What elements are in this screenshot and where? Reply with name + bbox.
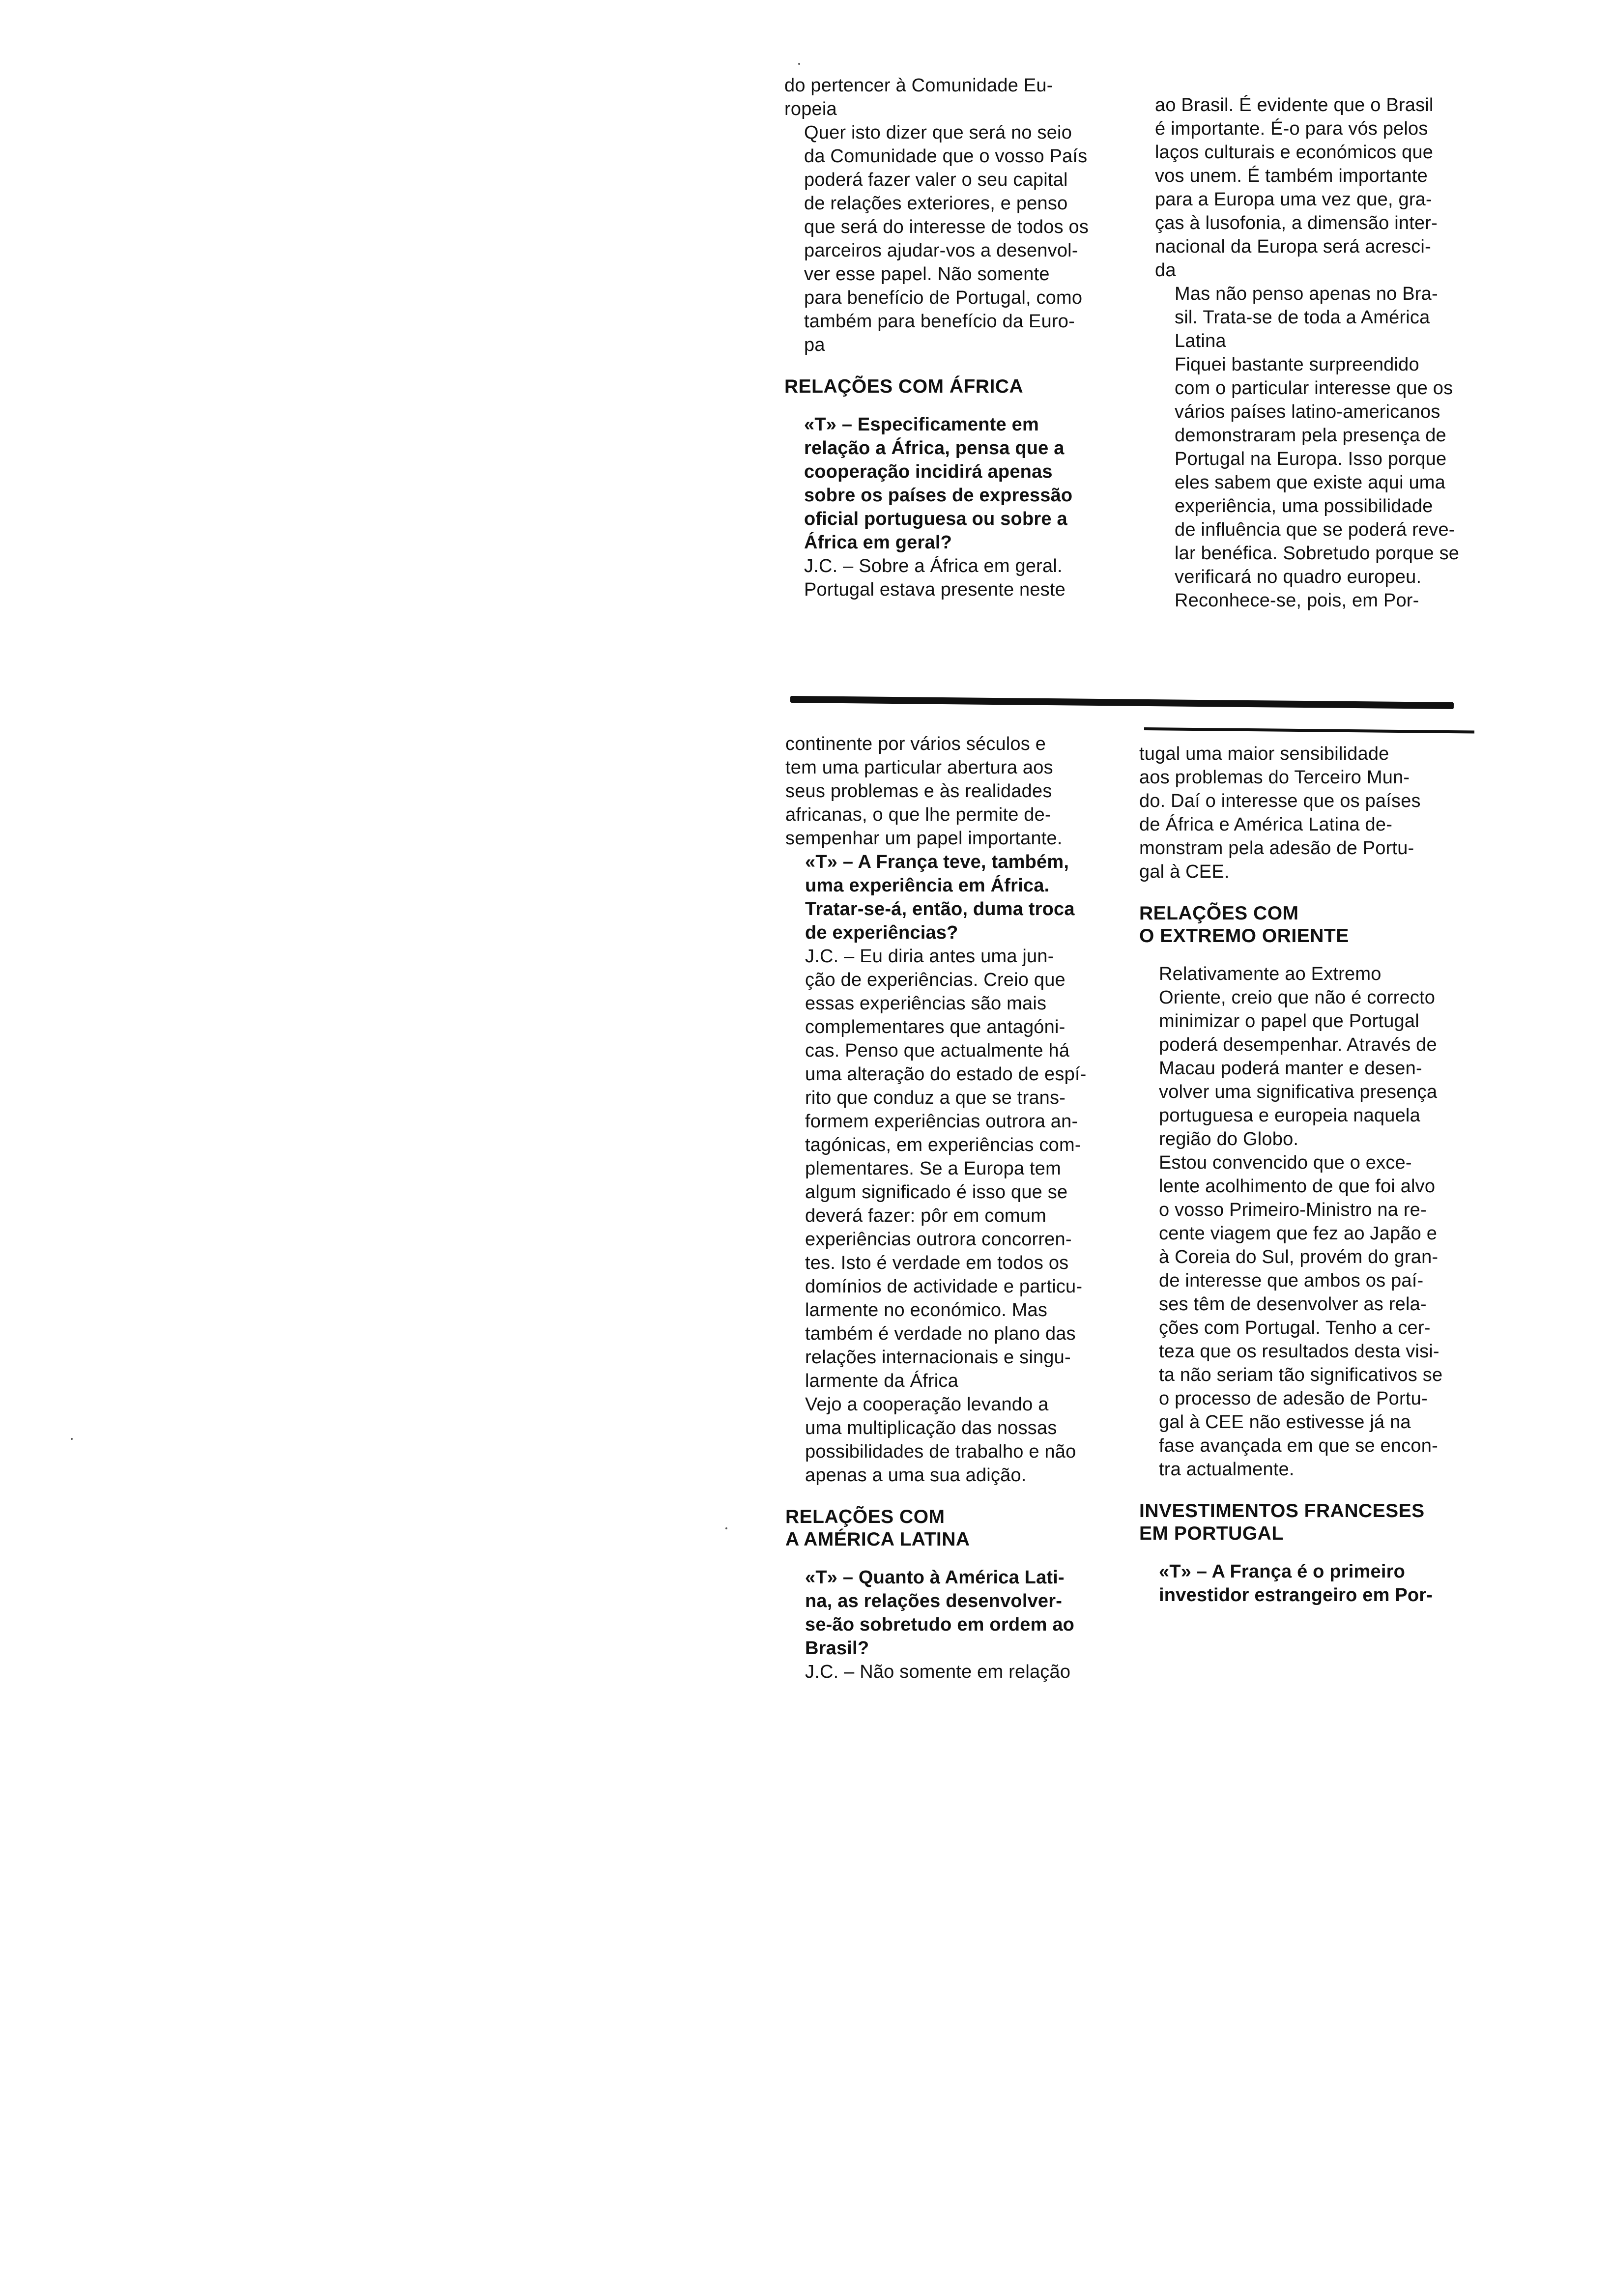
top-left-column	[784, 74, 1123, 602]
top-right-column	[1155, 93, 1479, 612]
paragraph: J.C. – Não somente em relação	[805, 1662, 1071, 1682]
bottom-left-column	[785, 732, 1124, 1684]
paragraph: Relativamente ao Extremo Oriente, creio que não é correcto minimizar o papel que Portugal poderá desempenhar. Através de Macau poderá manter e desen- volver uma significativa presença portuguesa e europeia naquela região do Globo.	[1159, 964, 1438, 1149]
paragraph: do pertencer à Comunidade Eu- ropeia	[784, 75, 1053, 119]
paragraph: J.C. – Eu diria antes uma jun- ção de experiências. Creio que essas experiências são mais complementares que antagóni- cas. Penso que actualmente há uma alteração do estado de espí- rito que conduz a que se trans- formem experiências outrora an- tagónicas, em experiências com- plementares. Se a Europa tem algum significado é isso que se deverá fazer: pôr em comum experiências outrora concorren- tes. Isto é verdade em todos os domínios de actividade e particu- larmente no económico. Mas também é verdade no plano das relações internacionais e singu- larmente da África	[805, 946, 1087, 1391]
scan-speck	[71, 1438, 73, 1440]
paragraph: continente por vários séculos e tem uma particular abertura aos seus problemas e às realidades africanas, o que lhe permite de- sempenhar um papel importante.	[785, 734, 1063, 849]
section-divider-thick	[790, 696, 1454, 709]
paragraph: J.C. – Sobre a África em geral. Portugal estava presente neste	[804, 556, 1066, 600]
interview-question: «T» – A França é o primeiro investidor estrangeiro em Por-	[1159, 1561, 1433, 1606]
section-heading: INVESTIMENTOS FRANCESES EM PORTUGAL	[1139, 1500, 1425, 1544]
scan-speck	[798, 63, 800, 65]
interview-question: «T» – Quanto à América Lati- na, as relações desenvolver- se-ão sobretudo em ordem ao Brasil?	[805, 1567, 1075, 1659]
paragraph: tugal uma maior sensibilidade aos problemas do Terceiro Mun- do. Daí o interesse que os países de África e América Latina de- monstram pela adesão de Portu- gal à CEE.	[1139, 744, 1421, 882]
interview-question: «T» – Especificamente em relação a África, pensa que a cooperação incidirá apenas sobre os países de expressão oficial portuguesa ou sobre a África em geral?	[804, 414, 1073, 553]
paragraph: Fiquei bastante surpreendido com o particular interesse que os vários países latino-americanos demonstraram pela presença de Portugal na Europa. Isso porque eles sabem que existe aqui uma experiência, uma possibilidade de influência que se poderá reve- lar benéfica. Sobretudo porque se verificará no quadro europeu.	[1175, 354, 1460, 587]
scan-speck	[725, 1527, 727, 1529]
section-divider-thin	[1144, 727, 1474, 733]
paragraph: Mas não penso apenas no Bra- sil. Trata-se de toda a América Latina	[1175, 284, 1438, 351]
paragraph: Quer isto dizer que será no seio da Comunidade que o vosso País poderá fazer valer o seu capital de relações exteriores, e penso que será do interesse de todos os parceiros ajudar-vos a desenvol- ver esse papel. Não somente para benefício de Portugal, como também para benefício da Euro- pa	[804, 122, 1089, 355]
bottom-right-column	[1139, 742, 1483, 1607]
section-heading: RELAÇÕES COM ÁFRICA	[784, 376, 1024, 397]
interview-question: «T» – A França teve, também, uma experiência em África. Tratar-se-á, então, duma troca de experiências?	[805, 852, 1075, 943]
paragraph: ao Brasil. É evidente que o Brasil é importante. É-o para vós pelos laços culturais e económicos que vos unem. É também importante para a Europa uma vez que, gra- ças à lusofonia, a dimensão inter- nacional da Europa será acresci- da	[1155, 95, 1438, 281]
paragraph: Estou convencido que o exce- lente acolhimento de que foi alvo o vosso Primeiro-Ministro na re- cente viagem que fez ao Japão e à Coreia do Sul, provém do gran- de interesse que ambos os paí- ses têm de desenvolver as rela- ções com Portugal. Tenho a cer- teza que os resultados desta visi- ta não seriam tão significativos se o processo de adesão de Portu- gal à CEE não estivesse já na fase avançada em que se encon- tra actualmente.	[1159, 1152, 1443, 1480]
paragraph: Vejo a cooperação levando a uma multiplicação das nossas possibilidades de trabalho e não apenas a uma sua adição.	[805, 1394, 1076, 1486]
section-heading: RELAÇÕES COM O EXTREMO ORIENTE	[1139, 903, 1349, 947]
section-heading: RELAÇÕES COM A AMÉRICA LATINA	[785, 1506, 970, 1550]
paragraph: Reconhece-se, pois, em Por-	[1175, 590, 1419, 611]
